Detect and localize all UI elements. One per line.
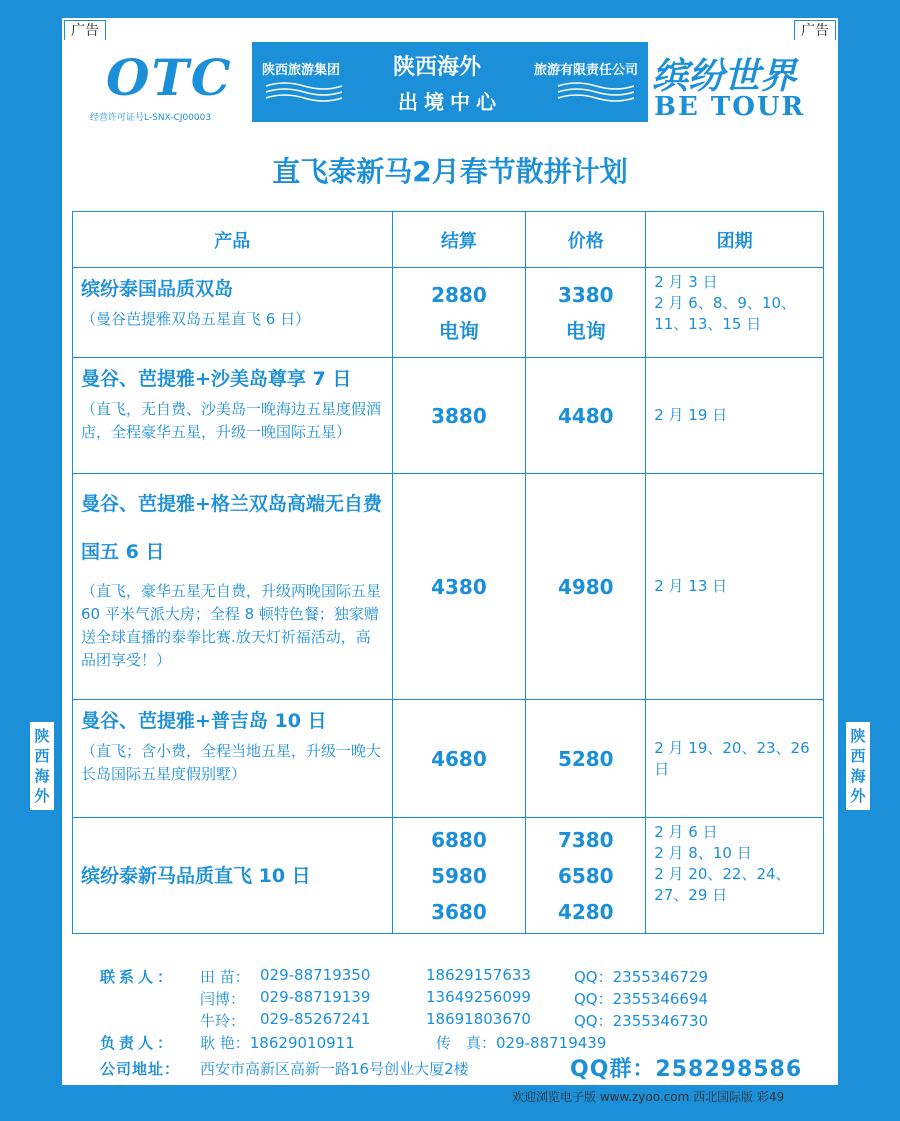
otc-logo: OTC [106,48,233,107]
price-value: 电询 [565,318,606,343]
page-title: 直飞泰新马2月春节散拼计划 [272,155,628,188]
contact-row [100,966,830,988]
settlement-cell [392,474,526,700]
side-label-char: 外 [34,787,50,805]
date-line: 2 月 8、10 日 [654,844,752,862]
settlement-value: 4380 [431,574,487,599]
brand-chinese: 缤纷世界 [652,55,797,97]
side-label-char: 陕 [34,727,50,745]
ad-tag-left: 广告 [64,20,106,42]
frame-right [838,0,900,1121]
product-name: 曼谷、芭提雅+格兰双岛高端无自费国五 6 日 [81,493,382,563]
fax-number: 传 真：029-88719439 [436,1034,607,1052]
dates-cell [646,268,824,358]
settlement-value: 5980 [431,863,487,888]
contact-mobile: 18691803670 [426,1010,531,1028]
table-row [73,474,824,700]
date-line: 2 月 19、20、23、26 日 [654,738,810,778]
product-cell [73,268,393,358]
company-big-name: 陕西海外 [392,55,481,80]
contact-qq: QQ：2355346730 [574,1012,709,1030]
product-cell [73,474,393,700]
contact-row [100,988,830,1010]
product-name: 曼谷、芭提雅+普吉岛 10 日 [81,710,327,732]
manager-info: 耿 艳：18629010911 [200,1034,355,1052]
settlement-cell [392,268,526,358]
contact-name: 田 苗： [200,968,250,986]
product-cell [73,818,393,934]
manager-row [100,1032,830,1054]
brochure-header [62,40,838,138]
product-cell [73,358,393,474]
contact-mobile: 18629157633 [426,966,531,984]
contact-qq: QQ：2355346694 [574,990,709,1008]
qq-group: QQ群：258298586 [570,1057,803,1082]
product-desc: （直飞；含小费，全程当地五星，升级一晚大长岛国际五星度假别墅） [81,742,382,783]
product-cell [73,700,393,818]
product-name: 缤纷泰国品质双岛 [81,278,234,300]
date-line: 2 月 6、8、9、10、11、13、15 日 [654,294,797,333]
product-name: 曼谷、芭提雅+沙美岛尊享 7 日 [81,368,352,390]
side-label-char: 西 [34,747,50,765]
contact-qq: QQ：2355346729 [574,968,709,986]
product-name: 缤纷泰新马品质直飞 10 日 [81,864,311,887]
price-value: 7380 [557,827,614,852]
settlement-cell [392,818,526,934]
dates-cell [646,700,824,818]
date-line: 2 月 3 日 [654,273,718,291]
header-product: 产品 [73,212,393,268]
side-label-char: 陕 [850,727,866,745]
brand-english: BE TOUR [654,92,806,122]
side-label-char: 海 [34,767,50,785]
settlement-value: 3680 [431,899,487,924]
license-number: 经营许可证号L-SNX-CJ00003 [90,113,212,123]
manager-label: 负责人： [100,1034,177,1052]
price-cell [526,358,646,474]
settlement-value: 4680 [431,746,487,771]
product-desc: （曼谷芭提雅双岛五星直飞 6 日） [81,310,311,328]
price-value: 4980 [557,574,614,599]
address-row [100,1058,830,1080]
settlement-value: 6880 [431,827,487,852]
date-line: 2 月 19 日 [654,406,728,424]
side-label-char: 海 [850,767,866,785]
product-desc: （直飞，无自费、沙美岛一晚海边五星度假酒店，全程豪华五星，升级一晚国际五星） [81,400,382,441]
contact-name: 闫博： [200,990,246,1008]
dates-cell [646,818,824,934]
settlement-value: 电询 [438,318,479,343]
settlement-value: 3880 [431,403,487,428]
date-line: 2 月 13 日 [654,577,728,595]
settlement-value: 2880 [431,282,487,307]
date-line: 2 月 6 日 [654,823,718,841]
dates-cell [646,358,824,474]
side-label-char: 外 [850,787,866,805]
contact-name: 牛玲： [200,1012,246,1030]
company-address: 西安市高新区高新一路16号创业大厦2楼 [200,1060,469,1078]
header-price: 价格 [526,212,646,268]
contact-phone: 029-88719139 [260,988,371,1006]
side-label-char: 西 [850,747,866,765]
dates-cell [646,474,824,700]
price-value: 4480 [557,403,614,428]
price-value: 6580 [557,863,614,888]
side-label-left [30,722,54,810]
header-dates: 团期 [646,212,824,268]
table-row [73,700,824,818]
price-value: 5280 [557,746,614,771]
table-header-row [73,212,824,268]
company-banner [252,42,648,122]
table-row [73,818,824,934]
price-cell [526,268,646,358]
company-suffix: 旅游有限责任公司 [533,63,638,78]
contact-mobile: 13649256099 [426,988,531,1006]
price-cell [526,700,646,818]
side-label-right [846,722,870,810]
contact-row [100,1010,830,1032]
ad-tag-right: 广告 [794,20,836,42]
contacts-label: 联系人： [100,968,177,986]
contact-phone: 029-88719350 [260,966,371,984]
group-name: 陕西旅游集团 [262,63,341,78]
department-name: 出境中心 [398,90,502,114]
frame-top [0,0,900,18]
tour-plan-table [72,211,824,934]
page-footer: 欢迎浏览电子版 www.zyoo.com 西北国际版 彩49 [512,1090,785,1104]
price-value: 4280 [557,899,614,924]
date-line: 2 月 20、22、24、27、29 日 [654,865,791,904]
price-value: 3380 [557,282,614,307]
product-desc: （直飞，豪华五星无自费，升级两晚国际五星 60 平米气派大房；全程 8 顿特色餐；独家赠送全球直播的泰拳比赛.放天灯祈福活动，高品团享受！） [81,582,382,669]
frame-left [0,0,62,1121]
header-settlement: 结算 [392,212,526,268]
contact-phone: 029-85267241 [260,1010,371,1028]
settlement-cell [392,700,526,818]
settlement-cell [392,358,526,474]
price-cell [526,818,646,934]
table-row [73,358,824,474]
address-label: 公司地址： [100,1060,181,1078]
table-row [73,268,824,358]
price-cell [526,474,646,700]
